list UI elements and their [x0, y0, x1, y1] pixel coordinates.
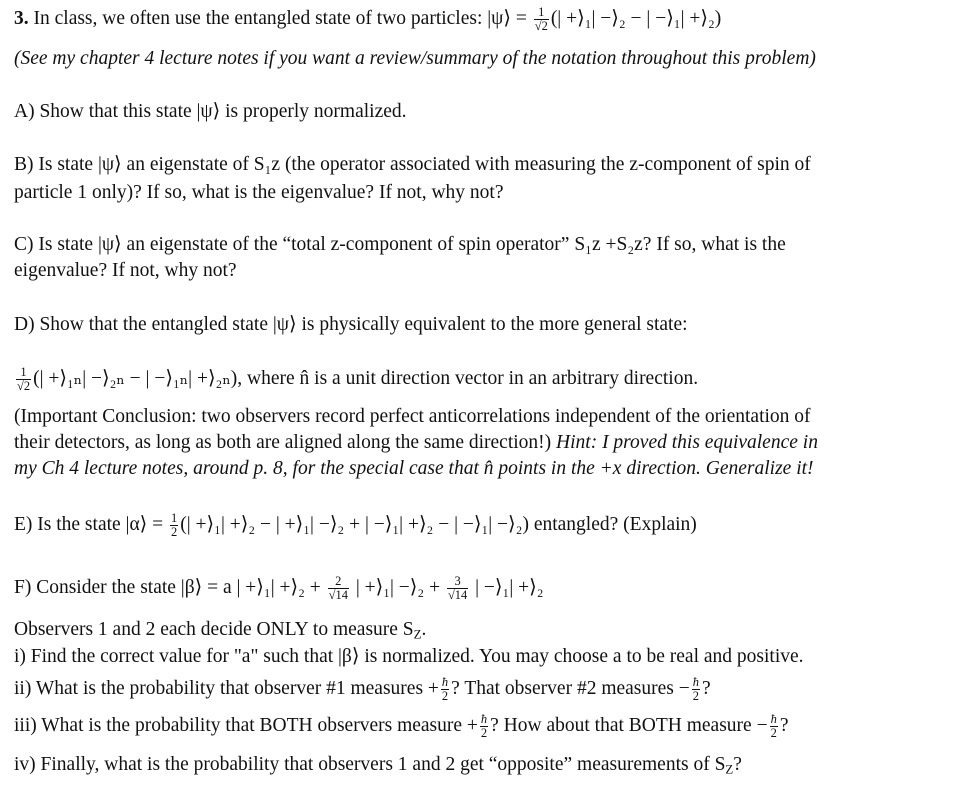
- psi-lhs: |ψ⟩ =: [487, 8, 532, 30]
- part-f-question-iv: iv) Finally, what is the probability that observers 1 and 2 get “opposite” measurements of $S_Z$?: [14, 754, 742, 777]
- beta-tail: | −⟩₁| +⟩₂: [470, 577, 544, 599]
- alpha-fraction: $\frac{1}{2}$: [171, 511, 178, 540]
- beta-fraction-2: $\frac{3}{√14}$: [447, 574, 468, 603]
- part-b-line2: particle 1 only)? If so, what is the eigenvalue? If not, why not?: [14, 182, 504, 203]
- general-state-fraction: $\frac{1}{√2}$: [17, 365, 31, 394]
- part-c-line2: eigenvalue? If not, why not?: [14, 260, 237, 281]
- part-c-line1: C) Is state |ψ⟩ an eigenstate of the “total z-component of spin operator” S₁z +S₂z? If so, what is the: [14, 234, 786, 255]
- beta-fraction-1: $\frac{2}{√14}$: [328, 574, 348, 603]
- alpha-lhs: E) Is the state |α⟩ =: [14, 514, 169, 536]
- problem-intro: In class, we often use the entangled state of two particles:: [28, 8, 488, 30]
- beta-lhs: F) Consider the state |β⟩ = a | +⟩₁| +⟩₂ +: [14, 577, 326, 599]
- beta-mid: | +⟩₁| −⟩₂ +: [350, 577, 445, 599]
- part-d-general-state: [14, 366, 698, 393]
- part-a: A) Show that this state |ψ⟩ is properly normalized.: [14, 101, 407, 122]
- notation-note: (See my chapter 4 lecture notes if you want a review/summary of the notation throughout this problem): [14, 48, 816, 69]
- part-d-conclusion1: (Important Conclusion: two observers record perfect anticorrelations independent of the orientation of: [14, 406, 811, 427]
- part-d-line1: D) Show that the entangled state |ψ⟩ is physically equivalent to the more general state:: [14, 314, 688, 335]
- conclusion-text: their detectors, as long as both are aligned along the same direction!): [14, 432, 557, 453]
- part-d-hint: my Ch 4 lecture notes, around p. 8, for the special case that n̂ points in the +x direction. Generalize it!: [14, 458, 814, 479]
- problem-statement: [14, 6, 721, 33]
- part-f-observers: Observers 1 and 2 each decide ONLY to measure $S_Z$.: [14, 619, 427, 642]
- hbar-half-fraction: $\frac{ħ}{2}$: [441, 675, 449, 704]
- part-f-state: [14, 575, 544, 602]
- hbar-half-fraction: $\frac{ħ}{2}$: [770, 712, 777, 741]
- hbar-half-fraction: $\frac{ħ}{2}$: [692, 675, 699, 704]
- part-b-line1: B) Is state |ψ⟩ an eigenstate of S₁z (the operator associated with measuring the z-component of spin of: [14, 154, 811, 175]
- part-f-question-iii: iii) What is the probability that BOTH observers measure + $\frac{ħ}{2}$ ? How about that BOTH measure − $\frac{ħ}{2}$ ?: [14, 712, 789, 741]
- hbar-half-fraction: $\frac{ħ}{2}$: [480, 712, 488, 741]
- hint-text: Hint: I proved this equivalence in: [556, 432, 818, 453]
- part-f-question-ii: ii) What is the probability that observer #1 measures + $\frac{ħ}{2}$ ? That observer #2 measures − $\frac{ħ}{2}$ ?: [14, 675, 711, 704]
- psi-fraction: $\frac{1}{√2}$: [534, 5, 548, 34]
- alpha-rhs: (| +⟩₁| +⟩₂ − | +⟩₁| −⟩₂ + | −⟩₁| +⟩₂ − | −⟩₁| −⟩₂) entangled? (Explain): [180, 514, 697, 536]
- part-d-conclusion2: [14, 430, 818, 455]
- problem-number: 3.: [14, 8, 29, 30]
- psi-rhs: (| +⟩₁| −⟩₂ − | −⟩₁| +⟩₂): [550, 8, 722, 30]
- part-f-question-i: i) Find the correct value for "a" such that |β⟩ is normalized. You may choose a to be real and positive.: [14, 646, 804, 667]
- part-e: [14, 512, 697, 539]
- general-state-expression: (| +⟩₁ₙ| −⟩₂ₙ − | −⟩₁ₙ| +⟩₂ₙ), where n̂ is a unit direction vector in an arbitrary direction.: [33, 368, 699, 390]
